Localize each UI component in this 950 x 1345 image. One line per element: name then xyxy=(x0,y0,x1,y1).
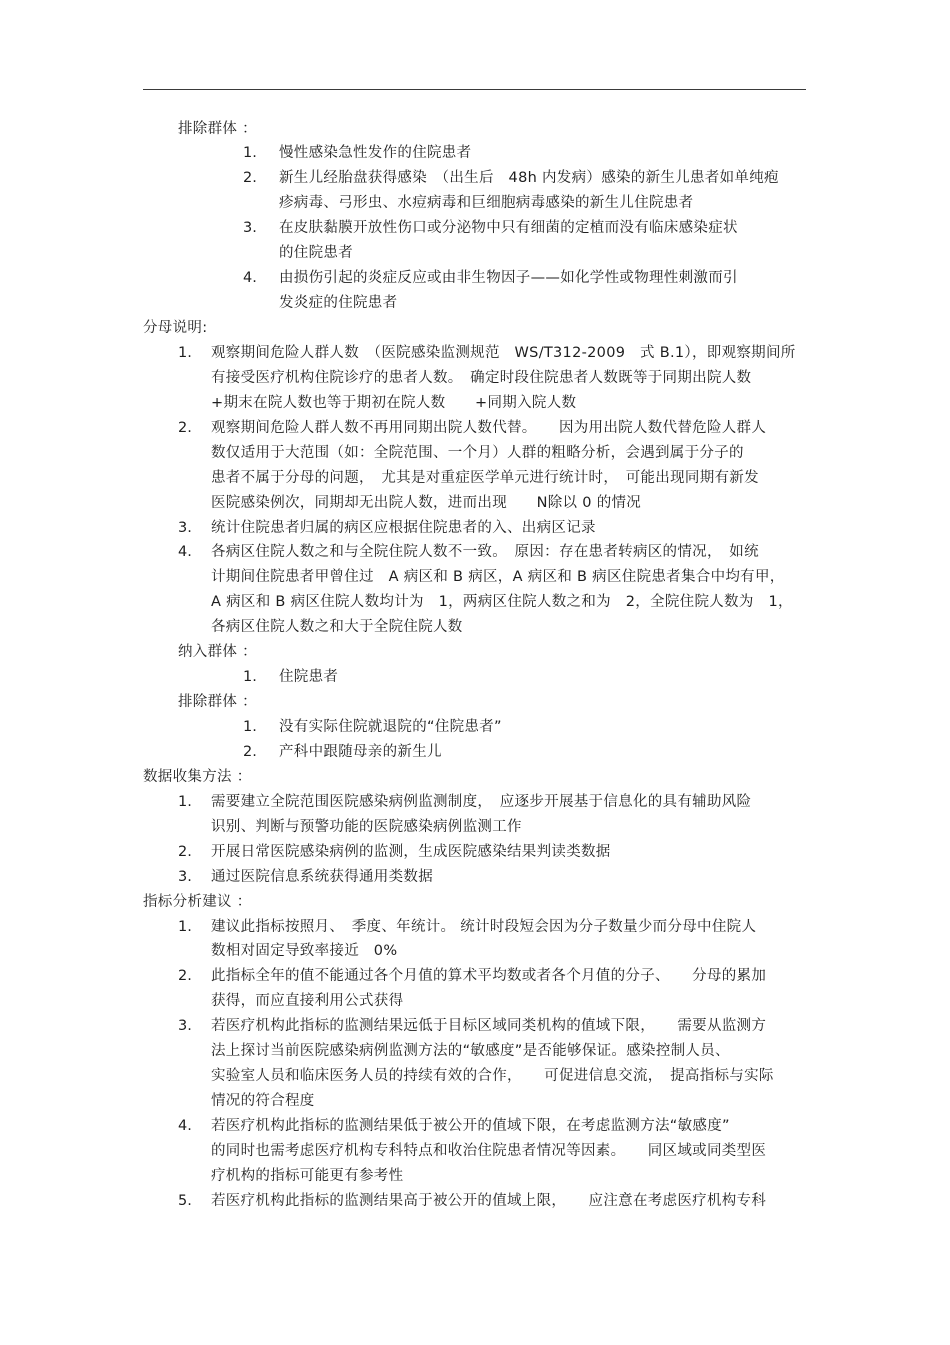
item-line: 没有实际住院就退院的“住院患者” xyxy=(279,719,502,735)
list-item xyxy=(0,715,950,740)
item-line: 的住院患者 xyxy=(279,245,353,262)
list-number: 4. xyxy=(178,1118,192,1134)
list-number: 2. xyxy=(243,743,257,760)
item-line: +期末在院人数也等于期初在院人数 +同期入院人数 xyxy=(211,394,577,411)
item-line: 在皮肤黏膜开放性伤口或分泌物中只有细菌的定植而没有临床感染症状 xyxy=(279,220,738,237)
list-number: 5. xyxy=(178,1192,192,1209)
list-item xyxy=(0,964,950,1014)
list-item xyxy=(0,865,950,890)
item-line: 各病区住院人数之和与全院住院人数不一致。 原因：存在患者转病区的情况， 如统 xyxy=(211,544,759,561)
list-number: 2. xyxy=(178,968,192,985)
section-heading: 纳入群体 ： xyxy=(178,644,257,661)
list-item xyxy=(0,416,950,516)
item-line: 慢性感染急性发作的住院患者 xyxy=(279,145,472,162)
list-number: 3. xyxy=(178,519,192,536)
item-line: 患者不属于分母的问题， 尤其是对重症医学单元进行统计时， 可能出现同期有新发 xyxy=(211,469,759,486)
item-line: 疗机构的指标可能更有参考性 xyxy=(211,1167,404,1184)
list-number: 1. xyxy=(178,344,192,361)
list-item xyxy=(0,740,950,765)
item-line: 统计住院患者归属的病区应根据住院患者的入、出病区记录 xyxy=(211,519,596,536)
document-body xyxy=(0,117,950,1214)
item-line: 此指标全年的值不能通过各个月值的算术平均数或者各个月值的分子、 分母的累加 xyxy=(211,968,767,985)
list-item xyxy=(0,516,950,541)
item-line: 情况的符合程度 xyxy=(211,1093,315,1110)
list-number: 3. xyxy=(178,868,192,885)
list-item xyxy=(0,141,950,166)
item-line: 观察期间危险人群人数不再用同期出院人数代替。 因为用出院人数代替危险人群人 xyxy=(211,419,767,436)
list-number: 1. xyxy=(243,145,257,162)
item-line: 住院患者 xyxy=(279,669,339,686)
list-item xyxy=(0,166,950,216)
item-line: 疹病毒、弓形虫、水痘病毒和巨细胞病毒感染的新生儿住院患者 xyxy=(279,195,694,212)
list-item xyxy=(0,1014,950,1114)
header-rule xyxy=(143,89,806,90)
list-number: 3. xyxy=(178,1018,192,1035)
list-number: 3. xyxy=(243,220,257,237)
list-item xyxy=(0,266,950,316)
list-item xyxy=(0,915,950,965)
list-item xyxy=(0,1189,950,1214)
list-number: 1. xyxy=(178,793,192,810)
list-item xyxy=(0,540,950,640)
item-line: 由损伤引起的炎症反应或由非生物因子——如化学性或物理性刺激而引 xyxy=(279,270,738,287)
item-line: 建议此指标按照月、 季度、年统计。 统计时段短会因为分子数量少而分母中住院人 xyxy=(211,918,757,935)
list-number: 4. xyxy=(178,544,192,561)
item-line: 医院感染例次，同期却无出院人数，进而出现 N除以 0 的情况 xyxy=(211,494,642,511)
section-heading: 排除群体 ： xyxy=(178,694,257,711)
section-heading: 数据收集方法 ： xyxy=(143,768,252,785)
list-item xyxy=(0,665,950,690)
item-line: 实验室人员和临床医务人员的持续有效的合作， 可促进信息交流， 提高指标与实际 xyxy=(211,1068,774,1085)
list-item xyxy=(0,1114,950,1189)
item-line: 需要建立全院范围医院感染病例监测制度， 应逐步开展基于信息化的具有辅助风险 xyxy=(211,793,752,810)
item-line: A 病区和 B 病区住院人数均计为 1，两病区住院人数之和为 2，全院住院人数为 1， xyxy=(211,594,793,611)
item-line: 通过医院信息系统获得通用类数据 xyxy=(211,868,433,885)
list-number: 2. xyxy=(178,843,192,860)
item-line: 识别、判断与预警功能的医院感染病例监测工作 xyxy=(211,818,522,835)
item-line: 开展日常医院感染病例的监测，生成医院感染结果判读类数据 xyxy=(211,843,611,860)
item-line: 法上探讨当前医院感染病例监测方法的“敏感度”是否能够保证。感染控制人员、 xyxy=(211,1043,730,1060)
list-number: 1. xyxy=(243,719,257,735)
list-number: 1. xyxy=(243,669,257,686)
list-number: 2. xyxy=(178,419,192,436)
list-item xyxy=(0,840,950,865)
item-line: 若医疗机构此指标的监测结果高于被公开的值域上限， 应注意在考虑医疗机构专科 xyxy=(211,1192,767,1209)
item-line: 产科中跟随母亲的新生儿 xyxy=(279,743,442,760)
item-line: 获得，而应直接利用公式获得 xyxy=(211,993,404,1010)
item-line: 计期间住院患者甲曾住过 A 病区和 B 病区，A 病区和 B 病区住院患者集合中均有甲， xyxy=(211,569,785,586)
item-line: 数相对固定导致率接近 0% xyxy=(211,943,398,960)
section-heading: 排除群体 ： xyxy=(178,120,257,137)
list-item xyxy=(0,341,950,416)
item-line: 发炎症的住院患者 xyxy=(279,295,398,312)
item-line: 各病区住院人数之和大于全院住院人数 xyxy=(211,619,463,636)
list-item xyxy=(0,790,950,840)
section-heading: 指标分析建议 ： xyxy=(143,893,252,910)
item-line: 新生儿经胎盘获得感染 （出生后 48h 内发病）感染的新生儿患者如单纯疱 xyxy=(279,170,779,187)
item-line: 若医疗机构此指标的监测结果低于被公开的值域下限，在考虑监测方法“敏感度” xyxy=(211,1118,730,1134)
list-number: 4. xyxy=(243,270,257,287)
item-line: 的同时也需考虑医疗机构专科特点和收治住院患者情况等因素。 同区域或同类型医 xyxy=(211,1142,767,1159)
list-item xyxy=(0,216,950,266)
section-heading: 分母说明: xyxy=(143,320,208,336)
item-line: 若医疗机构此指标的监测结果远低于目标区域同类机构的值域下限， 需要从监测方 xyxy=(211,1018,767,1035)
list-number: 1. xyxy=(178,918,192,935)
item-line: 有接受医疗机构住院诊疗的患者人数。 确定时段住院患者人数既等于同期出院人数 xyxy=(211,369,752,386)
item-line: 数仅适用于大范围（如：全院范围、一个月）人群的粗略分析，会遇到属于分子的 xyxy=(211,444,744,461)
item-line: 观察期间危险人群人数 （医院感染监测规范 WS/T312-2009 式 B.1），即观察期间所 xyxy=(211,344,796,361)
list-number: 2. xyxy=(243,170,257,187)
